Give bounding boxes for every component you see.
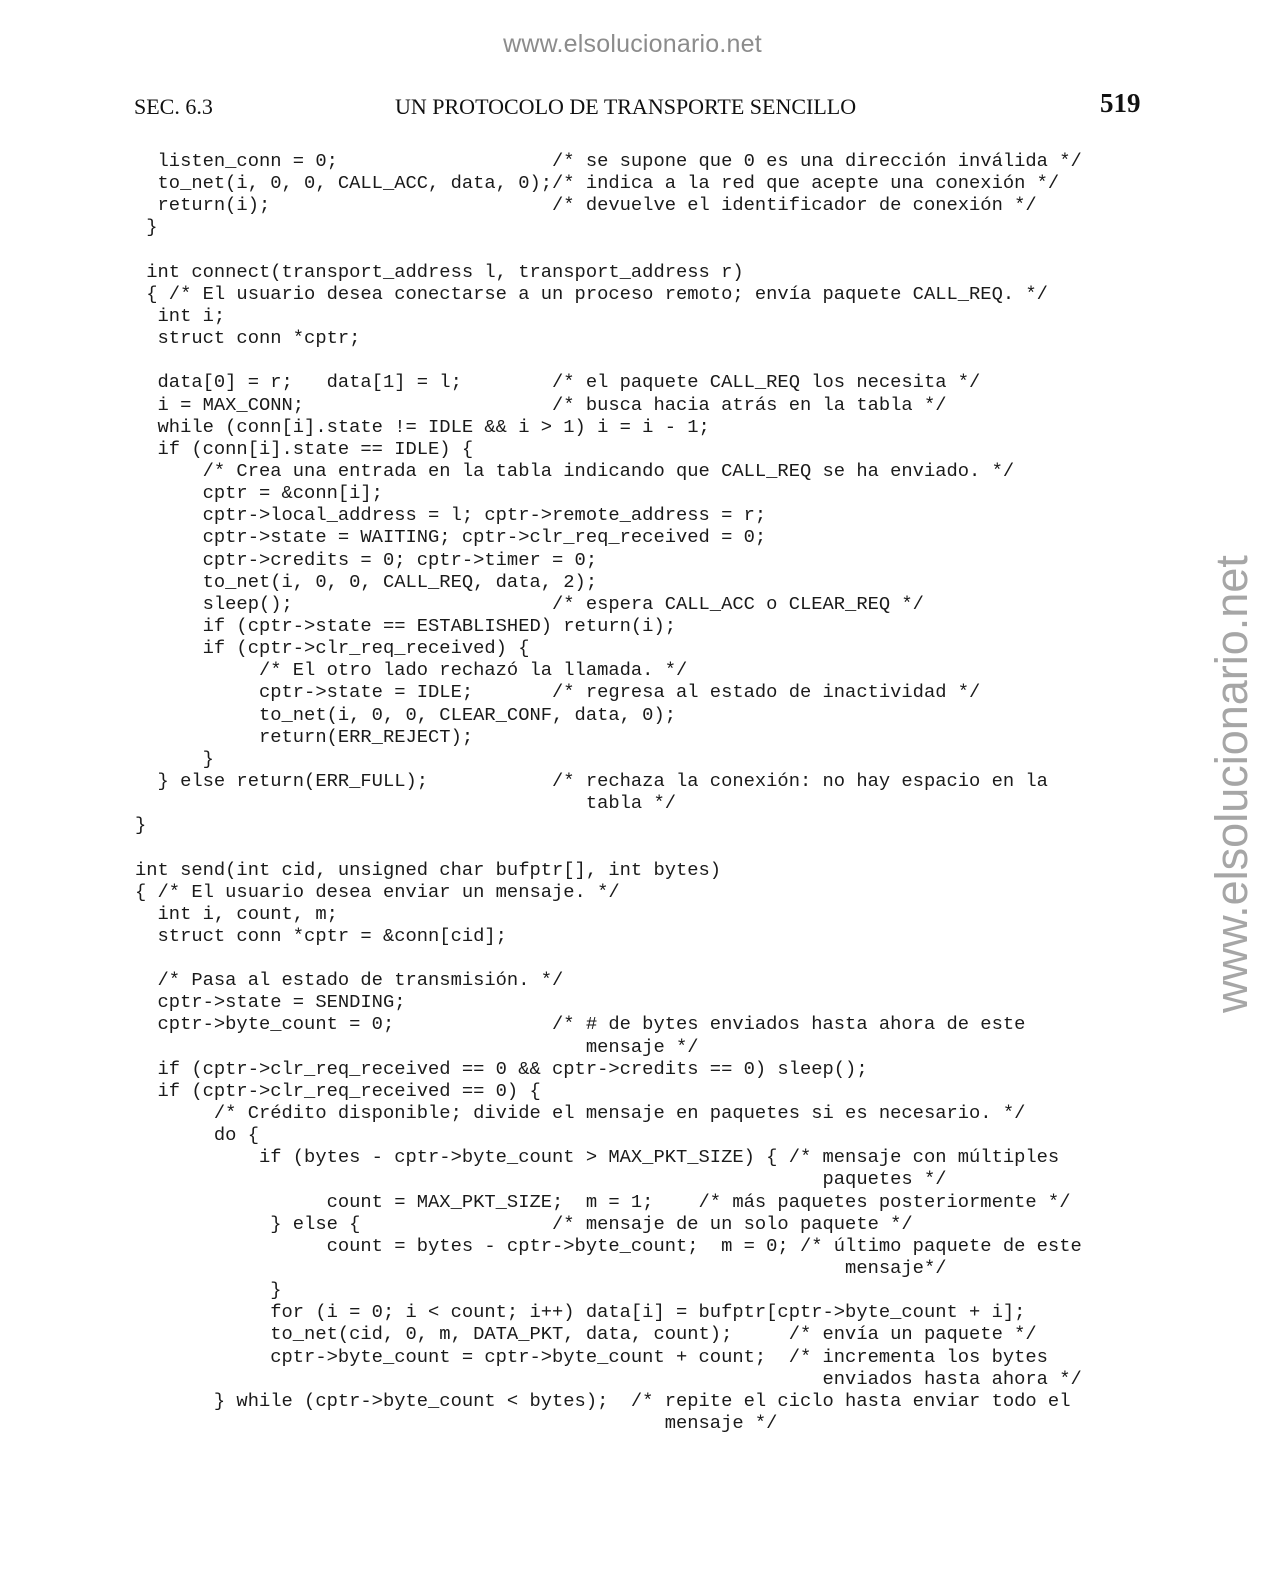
code-line: cptr->state = WAITING; cptr->clr_req_received = 0; xyxy=(135,526,767,549)
code-line: int i; xyxy=(135,304,226,327)
code-line: cptr->credits = 0; cptr->timer = 0; xyxy=(135,548,598,571)
code-line: } xyxy=(135,216,158,239)
code-line: struct conn *cptr = &conn[cid]; xyxy=(135,924,507,947)
watermark-top: www.elsolucionario.net xyxy=(503,30,762,58)
code-line: to_net(i, 0, 0, CLEAR_CONF, data, 0); xyxy=(135,703,676,726)
code-line: if (cptr->clr_req_received == 0) { xyxy=(135,1079,541,1102)
code-line: mensaje */ xyxy=(135,1035,699,1058)
code-line: cptr = &conn[i]; xyxy=(135,482,383,505)
code-line: listen_conn = 0; /* se supone que 0 es una dirección inválida */ xyxy=(135,150,1082,172)
code-line: cptr->byte_count = cptr->byte_count + count; /* incrementa los bytes xyxy=(135,1345,1048,1368)
code-line: { /* El usuario desea conectarse a un proceso remoto; envía paquete CALL_REQ. */ xyxy=(135,282,1048,305)
code-line: do { xyxy=(135,1124,259,1147)
code-line: /* Pasa al estado de transmisión. */ xyxy=(135,969,564,992)
section-number: SEC. 6.3 xyxy=(134,94,213,119)
code-line: return(ERR_REJECT); xyxy=(135,725,474,748)
code-line: cptr->state = IDLE; /* regresa al estado de inactividad */ xyxy=(135,681,981,704)
code-line: } xyxy=(135,747,214,770)
code-line: enviados hasta ahora */ xyxy=(135,1367,1082,1390)
code-line: while (conn[i].state != IDLE && i > 1) i = i - 1; xyxy=(135,415,710,438)
code-line: cptr->local_address = l; cptr->remote_address = r; xyxy=(135,504,767,527)
code-line xyxy=(135,239,1082,261)
code-line: int send(int cid, unsigned char bufptr[], int bytes) xyxy=(135,858,722,881)
code-line: to_net(i, 0, 0, CALL_REQ, data, 2); xyxy=(135,570,598,593)
page-number: 519 xyxy=(1100,88,1141,118)
code-line: cptr->state = SENDING; xyxy=(135,991,406,1014)
code-line: paquetes */ xyxy=(135,1168,947,1191)
code-line: count = MAX_PKT_SIZE; m = 1; /* más paquetes posteriormente */ xyxy=(135,1190,1071,1213)
code-line xyxy=(135,947,1082,969)
code-line: if (cptr->clr_req_received) { xyxy=(135,637,530,660)
code-line: cptr->byte_count = 0; /* # de bytes enviados hasta ahora de este xyxy=(135,1013,1026,1036)
code-line: } xyxy=(135,1279,282,1302)
code-line: for (i = 0; i < count; i++) data[i] = bufptr[cptr->byte_count + i]; xyxy=(135,1301,1026,1324)
code-line: { /* El usuario desea enviar un mensaje. */ xyxy=(135,880,620,903)
code-line: if (bytes - cptr->byte_count > MAX_PKT_SIZE) { /* mensaje con múltiples xyxy=(135,1146,1060,1169)
code-line: } else return(ERR_FULL); /* rechaza la conexión: no hay espacio en la xyxy=(135,769,1048,792)
code-line: if (cptr->state == ESTABLISHED) return(i); xyxy=(135,614,676,637)
code-line xyxy=(135,349,1082,371)
code-line: return(i); /* devuelve el identificador de conexión */ xyxy=(135,194,1037,217)
code-line: i = MAX_CONN; /* busca hacia atrás en la tabla */ xyxy=(135,393,947,416)
code-line xyxy=(135,836,1082,858)
code-line: } else { /* mensaje de un solo paquete */ xyxy=(135,1212,913,1235)
code-line: data[0] = r; data[1] = l; /* el paquete CALL_REQ los necesita */ xyxy=(135,371,981,394)
code-line: int connect(transport_address l, transport_address r) xyxy=(135,260,744,283)
code-line: /* Crea una entrada en la tabla indicando que CALL_REQ se ha enviado. */ xyxy=(135,459,1015,482)
code-line: to_net(cid, 0, m, DATA_PKT, data, count); /* envía un paquete */ xyxy=(135,1323,1037,1346)
code-line: int i, count, m; xyxy=(135,902,338,925)
code-line: if (cptr->clr_req_received == 0 && cptr->credits == 0) sleep(); xyxy=(135,1057,868,1080)
code-line: mensaje*/ xyxy=(135,1257,947,1280)
code-line: /* Crédito disponible; divide el mensaje en paquetes si es necesario. */ xyxy=(135,1102,1026,1125)
code-line: count = bytes - cptr->byte_count; m = 0; /* último paquete de este xyxy=(135,1234,1082,1257)
watermark-side-text: www.elsolucionario.net xyxy=(1206,555,1257,1013)
running-title: UN PROTOCOLO DE TRANSPORTE SENCILLO xyxy=(395,94,857,119)
code-line: if (conn[i].state == IDLE) { xyxy=(135,437,474,460)
code-line: struct conn *cptr; xyxy=(135,327,361,350)
code-listing xyxy=(135,150,1082,1434)
code-line: tabla */ xyxy=(135,792,676,815)
code-line: sleep(); /* espera CALL_ACC o CLEAR_REQ */ xyxy=(135,592,924,615)
code-line: } while (cptr->byte_count < bytes); /* repite el ciclo hasta enviar todo el xyxy=(135,1389,1071,1412)
code-line: to_net(i, 0, 0, CALL_ACC, data, 0);/* indica a la red que acepte una conexión */ xyxy=(135,172,1060,195)
code-line: /* El otro lado rechazó la llamada. */ xyxy=(135,659,688,682)
code-line: } xyxy=(135,814,147,837)
code-line: mensaje */ xyxy=(135,1412,778,1435)
